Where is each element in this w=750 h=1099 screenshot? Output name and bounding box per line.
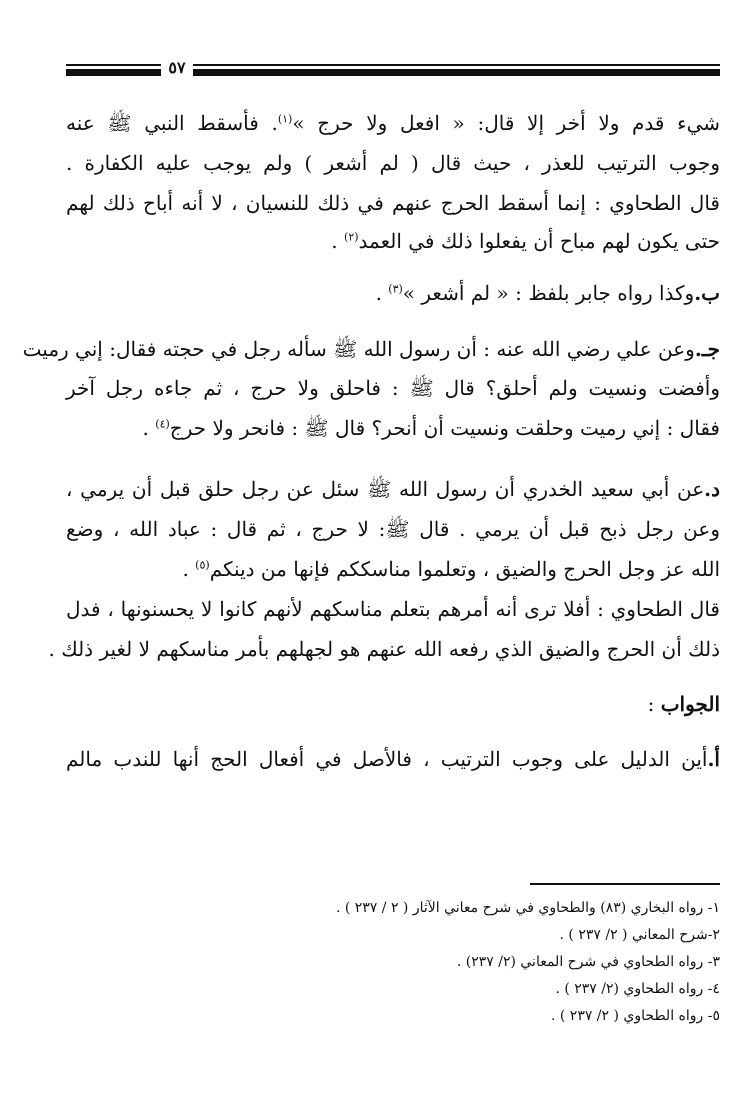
- header-rule-left-thin: [66, 64, 161, 66]
- line-text: . فأسقط النبي ﷺ عنه: [66, 111, 278, 135]
- footnote: ٤- رواه الطحاوي (٢/ ٢٣٧ ) .: [555, 981, 720, 997]
- line-text: وعن علي رضي الله عنه : أن رسول الله ﷺ سأله رجل في حجته فقال: إني رميت: [22, 337, 695, 361]
- item-letter: أ.: [707, 747, 720, 771]
- text-line: [66, 744, 720, 774]
- line-text: .: [182, 557, 196, 581]
- line-text: عن أبي سعيد الخدري أن رسول الله ﷺ سئل عن رجل حلق قبل أن يرمي ،: [66, 477, 705, 501]
- text-line: [66, 188, 720, 218]
- footnote-divider: [530, 883, 720, 885]
- footnote-ref[interactable]: (٢): [344, 230, 359, 244]
- line-text: وأفضت ونسيت ولم أحلق؟ قال ﷺ : فاحلق ولا حرج ، ثم جاءه رجل آخر: [66, 376, 720, 400]
- text-line: [66, 554, 720, 584]
- line-text: فقال : إني رميت وحلقت ونسيت أن أنحر؟ قال ﷺ : فانحر ولا حرج: [169, 416, 720, 440]
- text-line: [66, 514, 720, 544]
- text-line: [66, 474, 720, 504]
- section-heading: [66, 689, 720, 719]
- line-text: الله عز وجل الحرج والضيق ، وتعلموا مناسككم فإنها من دينكم: [209, 557, 720, 581]
- item-letter: ب.: [694, 281, 720, 305]
- text-line: [66, 594, 720, 624]
- text-line: [48, 634, 720, 664]
- text-line: [66, 226, 720, 256]
- text-line: [66, 278, 720, 308]
- answer-heading: الجواب: [660, 692, 720, 716]
- line-text: وعن رجل ذبح قبل أن يرمي . قال ﷺ: لا حرج ، ثم قال : عباد الله ، وضع: [66, 517, 720, 541]
- footnote: ٢-شرح المعاني ( ٢/ ٢٣٧ ) .: [559, 927, 720, 943]
- text-line: [66, 108, 720, 138]
- line-text: قال الطحاوي : أفلا ترى أنه أمرهم بتعلم مناسكهم لأنهم كانوا لا يحسنونها ، فدل: [66, 597, 720, 621]
- footnote-ref[interactable]: (٥): [195, 558, 210, 572]
- footnote-ref[interactable]: (٣): [388, 282, 403, 296]
- line-text: .: [375, 281, 389, 305]
- text-line: [66, 148, 720, 178]
- footnote: ٥- رواه الطحاوي ( ٢/ ٢٣٧ ) .: [550, 1008, 720, 1024]
- line-text: قال الطحاوي : إنما أسقط الحرج عنهم في ذلك للنسيان ، لا أنه أباح ذلك لهم: [66, 191, 720, 215]
- line-text: ذلك أن الحرج والضيق الذي رفعه الله عنهم هو لجهلهم بأمر مناسكهم لا لغير ذلك .: [48, 637, 720, 661]
- line-text: شيء قدم ولا أخر إلا قال: « افعل ولا حرج »: [292, 111, 720, 135]
- item-letter: جـ.: [694, 337, 720, 361]
- footnote: ١- رواه البخاري (٨٣) والطحاوي في شرح معاني الآثار ( ٢ / ٢٣٧ ) .: [335, 900, 720, 916]
- footnote-ref[interactable]: (٤): [155, 417, 170, 431]
- line-text: .: [142, 416, 156, 440]
- line-text: وجوب الترتيب للعذر ، حيث قال ( لم أشعر ) ولم يوجب عليه الكفارة .: [66, 151, 720, 175]
- footnote: ٣- رواه الطحاوي في شرح المعاني (٢/ ٢٣٧) .: [456, 954, 720, 970]
- line-text: أين الدليل على وجوب الترتيب ، فالأصل في أفعال الحج أنها للندب مالم: [66, 747, 708, 771]
- header-rule-right: [193, 69, 720, 76]
- page-number: ٥٧: [168, 58, 186, 77]
- header-rule-left: [66, 69, 161, 76]
- line-text: :: [647, 692, 661, 716]
- text-line: [22, 334, 720, 364]
- line-text: حتى يكون لهم مباح أن يفعلوا ذلك في العمد: [358, 229, 720, 253]
- header-rule-right-thin: [193, 64, 720, 66]
- text-line: [66, 373, 720, 403]
- text-line: [66, 413, 720, 443]
- line-text: وكذا رواه جابر بلفظ : « لم أشعر »: [402, 281, 695, 305]
- item-letter: د.: [704, 477, 720, 501]
- footnote-ref[interactable]: (١): [277, 112, 293, 126]
- line-text: .: [331, 229, 345, 253]
